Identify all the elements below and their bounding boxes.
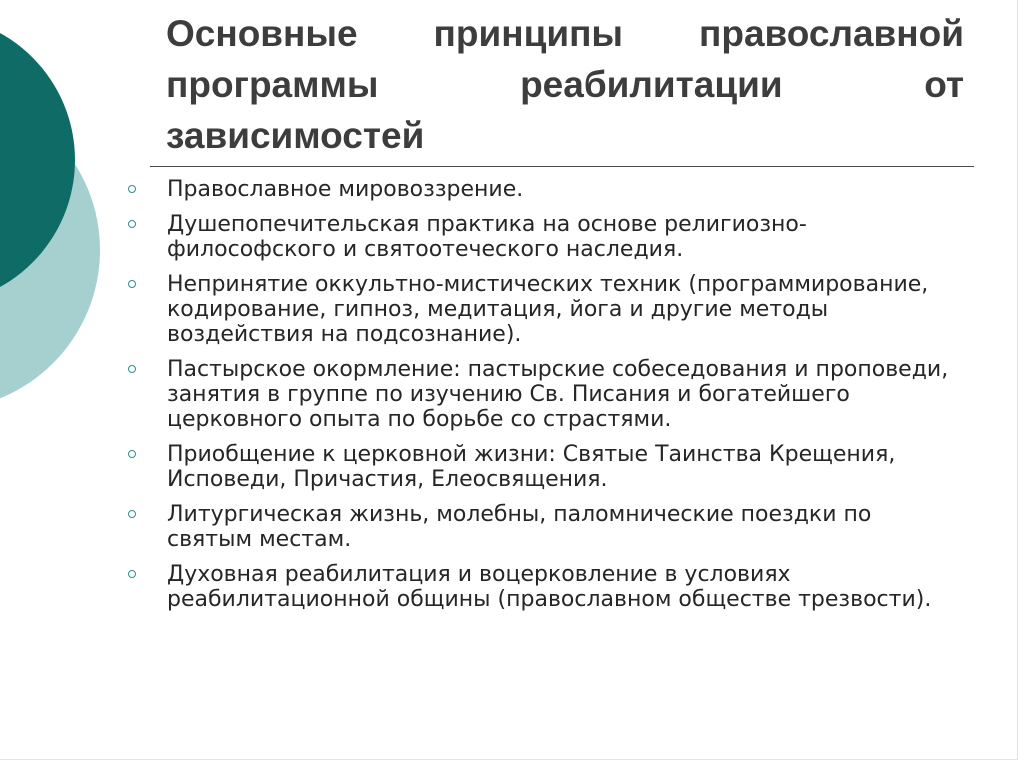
- list-item: [123, 502, 963, 552]
- list-item-text: Литургическая жизнь, молебны, паломнические поездки по святым местам.: [167, 502, 872, 552]
- hollow-circle-bullet-icon: [128, 450, 136, 458]
- list-item: [123, 212, 963, 262]
- principles-list: [123, 177, 963, 622]
- list-item-text: Пастырское окормление: пастырские собеседования и проповеди, занятия в группе по изучению Св. Писания и богатейшего церковного опыта по борьбе со страстями.: [167, 357, 949, 432]
- hollow-circle-bullet-icon: [128, 365, 136, 373]
- list-item-text: Душепопечительская практика на основе религиозно-философского и святоотеческого наследия.: [167, 212, 807, 262]
- hollow-circle-bullet-icon: [128, 220, 136, 228]
- list-item-text: Православное мировоззрение.: [167, 177, 524, 202]
- hollow-circle-bullet-icon: [128, 280, 136, 288]
- slide-title: Основные принципы православной программы реабилитации от зависимостей: [166, 13, 964, 156]
- list-item: [123, 272, 963, 347]
- list-item: [123, 357, 963, 432]
- list-item: [123, 177, 963, 202]
- hollow-circle-bullet-icon: [128, 570, 136, 578]
- list-item: [123, 442, 963, 492]
- list-item-text: Приобщение к церковной жизни: Святые Таинства Крещения, Исповеди, Причастия, Елеосвящения.: [167, 442, 896, 492]
- list-item: [123, 562, 963, 612]
- decorative-circles: [0, 0, 140, 460]
- title-divider: [150, 166, 974, 167]
- hollow-circle-bullet-icon: [128, 185, 136, 193]
- list-item-text: Непринятие оккультно-мистических техник (программирование, кодирование, гипноз, медитация, йога и другие методы воздействия на подсознание).: [167, 272, 929, 347]
- hollow-circle-bullet-icon: [128, 510, 136, 518]
- list-item-text: Духовная реабилитация и воцерковление в условиях реабилитационной общины (православном обществе трезвости).: [167, 562, 932, 612]
